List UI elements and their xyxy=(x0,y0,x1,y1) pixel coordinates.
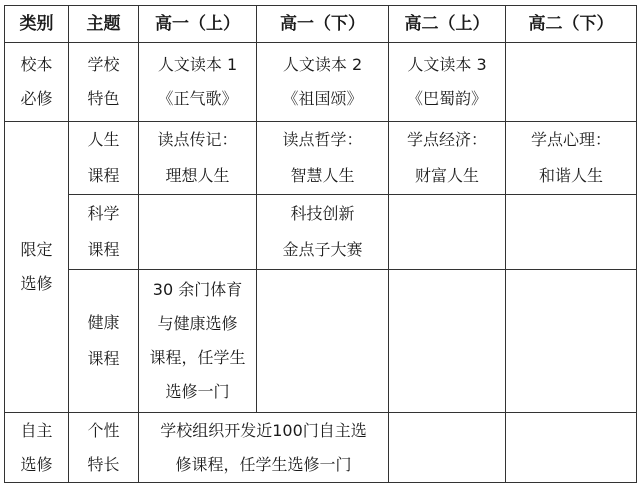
cell-economics: 学点经济： 财富人生 xyxy=(389,122,506,195)
cell-self-elective-content: 学校组织开发近100门自主选 修课程，任学生选修一门 xyxy=(139,413,389,483)
row-science-course xyxy=(5,195,637,270)
cell-empty-science-g2-second xyxy=(506,195,637,270)
curriculum-table xyxy=(4,5,637,483)
cell-empty-self-g2-second xyxy=(506,413,637,483)
cell-empty-health-g2-first xyxy=(389,270,506,413)
cell-pe-electives: 30 余门体育 与健康选修 课程，任学生 选修一门 xyxy=(139,270,257,413)
cell-reader-1: 人文读本 1 《正气歌》 xyxy=(139,43,257,122)
header-theme: 主题 xyxy=(69,6,139,43)
row-life-course xyxy=(5,122,637,195)
theme-life-course: 人生 课程 xyxy=(69,122,139,195)
cell-empty-science-g1-first xyxy=(139,195,257,270)
category-self-elective: 自主 选修 xyxy=(5,413,69,483)
row-self-elective xyxy=(5,413,637,483)
cell-empty-school-g2-second xyxy=(506,43,637,122)
theme-health-course: 健康 课程 xyxy=(69,270,139,413)
row-school-required xyxy=(5,43,637,122)
cell-empty-health-g1-second xyxy=(257,270,389,413)
header-grade2-first: 高二（上） xyxy=(389,6,506,43)
cell-psychology: 学点心理： 和谐人生 xyxy=(506,122,637,195)
theme-science-course: 科学 课程 xyxy=(69,195,139,270)
cell-empty-self-g2-first xyxy=(389,413,506,483)
cell-tech-innovation: 科技创新 金点子大赛 xyxy=(257,195,389,270)
theme-school-feature: 学校 特色 xyxy=(69,43,139,122)
row-health-course xyxy=(5,270,637,413)
header-row xyxy=(5,6,637,43)
cell-reader-3: 人文读本 3 《巴蜀韵》 xyxy=(389,43,506,122)
header-category: 类别 xyxy=(5,6,69,43)
cell-empty-health-g2-second xyxy=(506,270,637,413)
cell-reader-2: 人文读本 2 《祖国颂》 xyxy=(257,43,389,122)
cell-philosophy: 读点哲学： 智慧人生 xyxy=(257,122,389,195)
cell-biography: 读点传记： 理想人生 xyxy=(139,122,257,195)
header-grade1-first: 高一（上） xyxy=(139,6,257,43)
header-grade1-second: 高一（下） xyxy=(257,6,389,43)
theme-personal-talent: 个性 特长 xyxy=(69,413,139,483)
category-school-required: 校本 必修 xyxy=(5,43,69,122)
header-grade2-second: 高二（下） xyxy=(506,6,637,43)
cell-empty-science-g2-first xyxy=(389,195,506,270)
category-limited-elective: 限定 选修 xyxy=(5,122,69,413)
